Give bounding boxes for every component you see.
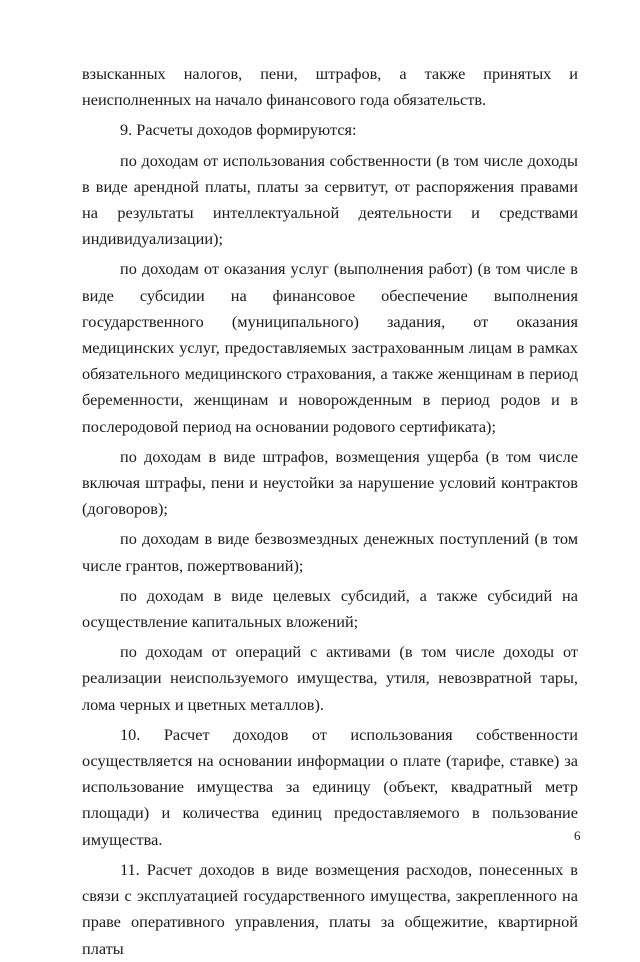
paragraph-asset-operations-income: по доходам от операций с активами (в том числе доходы от реализации неиспользуемого имущества, утиля, невозвратной тары, лома черных и цветных металлов).	[82, 642, 578, 714]
paragraph-item-9: 9. Расчеты доходов формируются:	[120, 120, 357, 140]
paragraph-property-income: по доходам от использования собственности (в том числе доходы в виде арендной платы, платы за сервитут, от распоряжения правами на результаты интеллектуальной деятельности и средствами индивидуализации);	[82, 150, 578, 249]
paragraph-gratuitous-income: по доходам в виде безвозмездных денежных поступлений (в том числе грантов, пожертвований);	[82, 529, 578, 575]
paragraph-subsidies-income: по доходам в виде целевых субсидий, а также субсидий на осуществление капитальных вложений;	[82, 585, 578, 632]
page-number: 6	[574, 828, 581, 843]
paragraph-item-10: 10. Расчет доходов от использования собственности осуществляется на основании информации о плате (тарифе, ставке) за использование имущества за единицу (объект, квадратный метр площади) и количества единиц предоставляемого в пользование имущества.	[82, 724, 578, 849]
paragraph-services-income: по доходам от оказания услуг (выполнения работ) (в том числе в виде субсидии на финансовое обеспечение выполнения государственного (муниципального) задания, от оказания медицинских услуг, предоставляемых застрахованным лицам в рамках обязательного медицинского страхования, а также женщинам в период беременности, женщинам и новорожденным в период родов и в послеродовой период на основании родового сертификата);	[82, 259, 578, 436]
paragraph-continuation: взысканных налогов, пени, штрафов, а также принятых и неисполненных на начало финансового года обязательств.	[82, 64, 578, 110]
document-body	[82, 61, 578, 962]
paragraph-item-11: 11. Расчет доходов в виде возмещения расходов, понесенных в связи с эксплуатацией государственного имущества, закрепленного на праве оперативного управления, платы за общежитие, квартирной платы	[82, 859, 578, 958]
paragraph-fines-income: по доходам в виде штрафов, возмещения ущерба (в том числе включая штрафы, пени и неустойки за нарушение условий контрактов (договоров);	[82, 446, 578, 519]
